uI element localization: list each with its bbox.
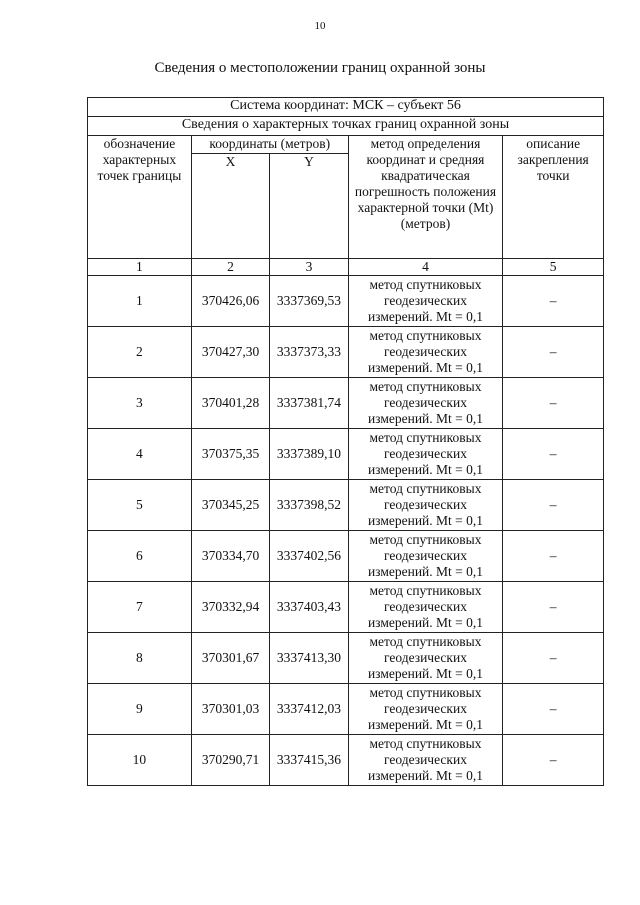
y-cell: 3337369,53: [270, 276, 348, 327]
table-subtitle-row: [88, 117, 604, 136]
x-cell: 370301,03: [191, 684, 269, 735]
column-number: 5: [503, 259, 604, 276]
table-row: [88, 684, 604, 735]
table-row: [88, 276, 604, 327]
description-cell: –: [503, 582, 604, 633]
description-cell: –: [503, 531, 604, 582]
point-cell: 4: [88, 429, 192, 480]
method-cell: метод спутниковых геодезических измерений. Mt = 0,1: [348, 735, 503, 786]
x-cell: 370401,28: [191, 378, 269, 429]
table-row: [88, 633, 604, 684]
header-x: X: [191, 154, 269, 259]
method-cell: метод спутниковых геодезических измерений. Mt = 0,1: [348, 429, 503, 480]
y-cell: 3337413,30: [270, 633, 348, 684]
point-cell: 9: [88, 684, 192, 735]
x-cell: 370334,70: [191, 531, 269, 582]
y-cell: 3337412,03: [270, 684, 348, 735]
table-row: [88, 480, 604, 531]
description-cell: –: [503, 684, 604, 735]
point-cell: 5: [88, 480, 192, 531]
table-row: [88, 378, 604, 429]
table-row: [88, 531, 604, 582]
page-number: 10: [314, 20, 326, 32]
table-row: [88, 429, 604, 480]
x-cell: 370290,71: [191, 735, 269, 786]
column-number: 2: [191, 259, 269, 276]
method-cell: метод спутниковых геодезических измерений. Mt = 0,1: [348, 327, 503, 378]
method-cell: метод спутниковых геодезических измерений. Mt = 0,1: [348, 276, 503, 327]
point-cell: 8: [88, 633, 192, 684]
column-number-row: [88, 259, 604, 276]
point-cell: 10: [88, 735, 192, 786]
point-cell: 3: [88, 378, 192, 429]
x-cell: 370427,30: [191, 327, 269, 378]
y-cell: 3337381,74: [270, 378, 348, 429]
y-cell: 3337373,33: [270, 327, 348, 378]
description-cell: –: [503, 276, 604, 327]
y-cell: 3337398,52: [270, 480, 348, 531]
coordinate-system-cell: Система координат: МСК – субъект 56: [88, 98, 604, 117]
point-cell: 1: [88, 276, 192, 327]
y-cell: 3337415,36: [270, 735, 348, 786]
method-cell: метод спутниковых геодезических измерений. Mt = 0,1: [348, 582, 503, 633]
x-cell: 370301,67: [191, 633, 269, 684]
column-number: 3: [270, 259, 348, 276]
method-cell: метод спутниковых геодезических измерений. Mt = 0,1: [348, 633, 503, 684]
description-cell: –: [503, 633, 604, 684]
header-method: метод определения координат и средняя квадратическая погрешность положения характерной точки (Mt) (метров): [348, 136, 503, 259]
method-cell: метод спутниковых геодезических измерений. Mt = 0,1: [348, 531, 503, 582]
method-cell: метод спутниковых геодезических измерений. Mt = 0,1: [348, 684, 503, 735]
x-cell: 370345,25: [191, 480, 269, 531]
description-cell: –: [503, 378, 604, 429]
y-cell: 3337389,10: [270, 429, 348, 480]
description-cell: –: [503, 327, 604, 378]
boundary-points-table: [87, 97, 604, 786]
x-cell: 370375,35: [191, 429, 269, 480]
header-coords: координаты (метров): [191, 136, 348, 154]
description-cell: –: [503, 480, 604, 531]
method-cell: метод спутниковых геодезических измерений. Mt = 0,1: [348, 480, 503, 531]
table-body: [88, 98, 604, 786]
y-cell: 3337402,56: [270, 531, 348, 582]
column-number: 1: [88, 259, 192, 276]
header-point: обозначение характерных точек границы: [88, 136, 192, 259]
point-cell: 2: [88, 327, 192, 378]
table-row: [88, 735, 604, 786]
document-title: Сведения о местоположении границ охранной зоны: [154, 60, 486, 76]
coordinate-system-row: [88, 98, 604, 117]
header-description: описание закрепления точки: [503, 136, 604, 259]
description-cell: –: [503, 429, 604, 480]
x-cell: 370426,06: [191, 276, 269, 327]
table-row: [88, 327, 604, 378]
column-number: 4: [348, 259, 503, 276]
x-cell: 370332,94: [191, 582, 269, 633]
table-row: [88, 582, 604, 633]
description-cell: –: [503, 735, 604, 786]
table-subtitle-cell: Сведения о характерных точках границ охранной зоны: [88, 117, 604, 136]
point-cell: 6: [88, 531, 192, 582]
y-cell: 3337403,43: [270, 582, 348, 633]
method-cell: метод спутниковых геодезических измерений. Mt = 0,1: [348, 378, 503, 429]
header-row: [88, 136, 604, 154]
point-cell: 7: [88, 582, 192, 633]
header-y: Y: [270, 154, 348, 259]
